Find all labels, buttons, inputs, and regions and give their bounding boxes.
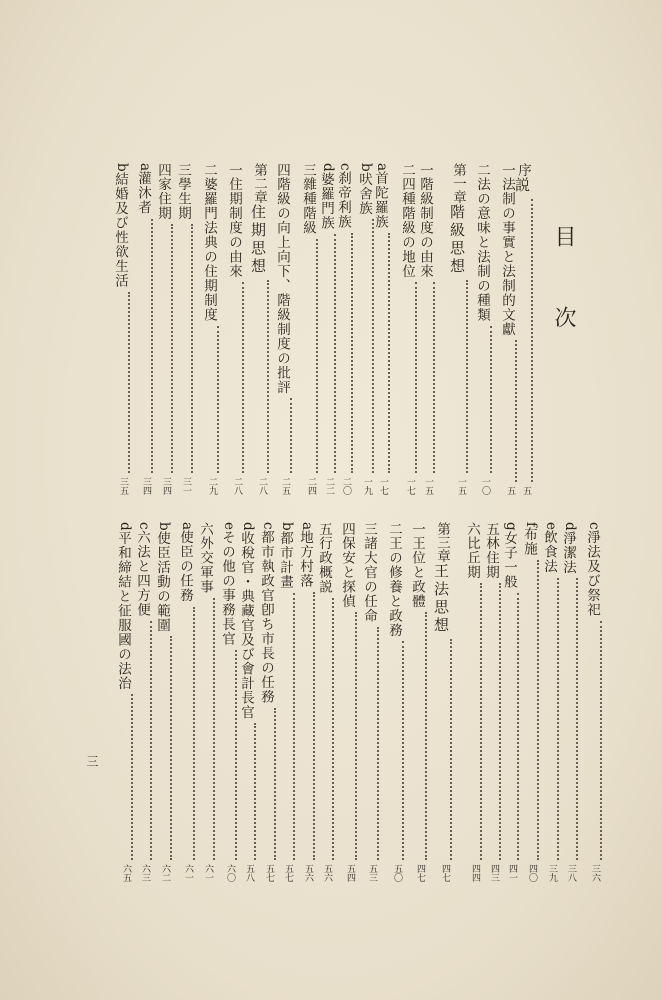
toc-entry-number: 二 bbox=[474, 163, 490, 177]
dot-leader bbox=[132, 621, 152, 860]
toc-entry bbox=[472, 163, 492, 495]
toc-entry-label: 諸大官の任命 bbox=[361, 535, 377, 623]
toc-entry-page: 四一 bbox=[507, 864, 517, 882]
toc-entry-page: 二二 bbox=[324, 477, 334, 495]
toc-entry-page: 一九 bbox=[362, 477, 372, 495]
toc-entry-page: 三一 bbox=[181, 477, 191, 495]
toc-entry-number: 一 bbox=[226, 163, 242, 177]
toc-entry-number: c bbox=[136, 522, 152, 530]
toc-entry-page: 五〇 bbox=[392, 864, 402, 882]
toc-entry-page: 五四 bbox=[345, 864, 355, 882]
toc-entry bbox=[248, 163, 269, 495]
toc-entry-label: 布施 bbox=[521, 527, 537, 556]
toc-entry-label: 刹帝利族 bbox=[335, 170, 351, 229]
toc-entry bbox=[175, 522, 195, 882]
toc-entry-label: 灌沐者 bbox=[135, 171, 151, 215]
toc-entry-number: 一 bbox=[499, 163, 515, 177]
toc-entry bbox=[431, 522, 452, 882]
toc-entry-page: 一五 bbox=[423, 477, 433, 495]
toc-entry-number: 序 bbox=[515, 163, 531, 177]
dot-leader bbox=[110, 292, 130, 473]
page-folio: 三 bbox=[85, 755, 99, 767]
toc-entry-page: 四三 bbox=[489, 864, 499, 882]
toc-entry bbox=[359, 522, 379, 882]
toc-entry-label: 階級思想 bbox=[448, 203, 466, 276]
toc-entry-page: 四四 bbox=[470, 864, 480, 882]
toc-entry-number: a bbox=[179, 522, 195, 531]
toc-entry bbox=[337, 522, 357, 882]
toc-entry bbox=[497, 163, 517, 495]
dot-leader bbox=[275, 593, 295, 860]
dot-leader bbox=[447, 280, 468, 474]
toc-entry-number: 第三章 bbox=[434, 522, 450, 563]
toc-entry-label: 飲食法 bbox=[541, 530, 557, 574]
dot-leader bbox=[359, 627, 379, 861]
toc-entry bbox=[133, 163, 153, 495]
dot-leader bbox=[173, 224, 193, 473]
dot-leader bbox=[415, 282, 435, 473]
dot-leader bbox=[314, 598, 334, 861]
toc-entry bbox=[132, 522, 152, 882]
toc-entry-page: 六一 bbox=[183, 864, 193, 882]
dot-leader bbox=[298, 239, 318, 474]
toc-entry-page: 五八 bbox=[244, 864, 254, 882]
toc-entry-number: f bbox=[523, 522, 539, 527]
toc-entry-label: 結婚及び性欲生活 bbox=[112, 171, 128, 288]
toc-entry-page: 二九 bbox=[207, 477, 217, 495]
toc-entry-page: 三五 bbox=[118, 477, 128, 495]
dot-leader bbox=[175, 607, 195, 860]
toc-entry-page: 三九 bbox=[547, 864, 557, 882]
toc-entry-page: 四〇 bbox=[527, 864, 537, 882]
toc-entry-number: 四 bbox=[339, 522, 355, 536]
toc-entry-number: 六 bbox=[464, 522, 480, 536]
toc-entry bbox=[298, 163, 318, 495]
toc-entry bbox=[316, 163, 336, 495]
dot-leader bbox=[472, 326, 492, 474]
toc-entry bbox=[152, 522, 172, 882]
toc-entry bbox=[333, 163, 353, 495]
toc-entry-label: その他の事務長官 bbox=[219, 530, 235, 646]
toc-entry-label: 都市計畫 bbox=[277, 530, 293, 589]
dot-leader bbox=[481, 583, 501, 860]
dot-leader bbox=[539, 578, 559, 861]
toc-entry-number: b bbox=[279, 522, 295, 531]
toc-entry-page: 二四 bbox=[306, 477, 316, 495]
toc-entry-page: 五六 bbox=[322, 864, 332, 882]
toc-entry-number: 三 bbox=[361, 522, 377, 536]
toc-entry-number: 第一章 bbox=[450, 163, 466, 204]
toc-entry-label: 家住期 bbox=[155, 176, 171, 220]
toc-entry bbox=[295, 522, 315, 882]
toc-entry-number: g bbox=[503, 522, 519, 531]
toc-entry-number: c bbox=[586, 522, 602, 530]
toc-entry-label: 行政概説 bbox=[316, 535, 332, 594]
toc-entry bbox=[110, 163, 130, 495]
toc-entry-label: 吠舍族 bbox=[356, 171, 372, 216]
toc-entry-number: e bbox=[221, 522, 237, 530]
dot-leader bbox=[153, 224, 173, 473]
toc-entry-label: 地方村落 bbox=[297, 530, 313, 589]
toc-entry-page: 五七 bbox=[264, 864, 274, 882]
dot-leader bbox=[295, 592, 315, 860]
toc-entry bbox=[415, 163, 435, 495]
toc-entry bbox=[481, 522, 501, 882]
toc-entry bbox=[113, 522, 133, 882]
toc-entry-label: 女子一般 bbox=[501, 530, 517, 589]
toc-entry-number: 五 bbox=[483, 522, 499, 536]
toc-entry-number: a bbox=[374, 163, 390, 172]
toc-entry-page: 四七 bbox=[440, 864, 450, 882]
toc-entry-number: 三 bbox=[300, 163, 316, 177]
toc-entry-number: 四 bbox=[155, 163, 171, 177]
toc-entry bbox=[217, 522, 237, 882]
toc-entry bbox=[272, 163, 292, 495]
toc-entry bbox=[462, 522, 482, 882]
dot-leader bbox=[384, 641, 404, 860]
toc-entry-number: 一 bbox=[417, 163, 433, 177]
dot-leader bbox=[199, 326, 219, 474]
toc-entry bbox=[153, 163, 173, 495]
toc-entry-number: 五 bbox=[316, 522, 332, 536]
toc-entry bbox=[558, 522, 578, 882]
toc-entry-page: 二八 bbox=[232, 477, 242, 495]
toc-entry-label: 都市執政官卽ち市長の任務 bbox=[258, 529, 274, 704]
dot-leader bbox=[582, 621, 602, 860]
toc-entry-page: 二八 bbox=[257, 477, 267, 495]
toc-entry-number: b bbox=[114, 163, 130, 172]
dot-leader bbox=[497, 340, 517, 482]
dot-leader bbox=[354, 219, 374, 473]
toc-entry bbox=[397, 163, 417, 495]
toc-entry-number: d bbox=[320, 163, 336, 172]
toc-entry-label: 説 bbox=[513, 176, 531, 195]
toc-entry-label: 四種階級の地位 bbox=[399, 176, 415, 278]
toc-entry-label: 法の意味と法制の種類 bbox=[474, 176, 490, 322]
toc-entry-label: 婆羅門法典の住期制度 bbox=[201, 176, 217, 322]
dot-leader bbox=[519, 560, 539, 860]
toc-entry-number: b bbox=[156, 522, 172, 531]
dot-leader bbox=[133, 219, 153, 473]
toc-entry-number: e bbox=[543, 522, 559, 530]
toc-entry-label: 淨潔法 bbox=[560, 530, 576, 575]
toc-entry-label: 王法思想 bbox=[432, 562, 450, 635]
toc-entry-label: 階級制度の由來 bbox=[417, 176, 433, 278]
dot-leader bbox=[248, 280, 269, 474]
toc-entry-page: 六〇 bbox=[225, 864, 235, 882]
toc-entry-page: 三八 bbox=[566, 864, 576, 882]
toc-entry-page: 五三 bbox=[367, 864, 377, 882]
toc-entry-page: 三四 bbox=[141, 477, 151, 495]
dot-leader bbox=[337, 612, 357, 860]
toc-entry-number: a bbox=[137, 163, 153, 172]
toc-entry bbox=[539, 522, 559, 882]
toc-entry-page: 六三 bbox=[140, 864, 150, 882]
toc-entry-page: 四七 bbox=[415, 864, 425, 882]
dot-leader bbox=[236, 723, 256, 860]
toc-entry bbox=[195, 522, 215, 882]
toc-entry bbox=[173, 163, 193, 495]
toc-entry-label: 雜種階級 bbox=[300, 176, 316, 235]
dot-leader bbox=[152, 636, 172, 860]
toc-entry-label: 王の修養と政務 bbox=[386, 535, 402, 637]
toc-entry-label: 外交軍事 bbox=[197, 535, 213, 594]
toc-entry-page: 五六 bbox=[303, 864, 313, 882]
toc-entry-number: 第二章 bbox=[251, 163, 267, 204]
toc-entry-label: 使臣の任務 bbox=[177, 530, 193, 603]
toc-entry-label: 學生期 bbox=[175, 176, 191, 220]
toc-entry-number: 二 bbox=[386, 522, 402, 536]
dot-leader bbox=[256, 708, 276, 860]
toc-entry bbox=[384, 522, 404, 882]
toc-entry-label: 淨法及び祭祀 bbox=[584, 529, 600, 617]
toc-entry-number: a bbox=[299, 522, 315, 531]
dot-leader bbox=[316, 234, 336, 473]
dot-leader bbox=[224, 282, 244, 473]
toc-entry-label: 住期思想 bbox=[249, 203, 267, 276]
toc-entry bbox=[499, 522, 519, 882]
dot-leader bbox=[499, 593, 519, 860]
toc-entry-number: d bbox=[117, 522, 133, 531]
toc-entry-page: 五 bbox=[505, 486, 515, 495]
dot-leader bbox=[217, 650, 237, 860]
dot-leader bbox=[113, 694, 133, 860]
toc-entry-page: 三四 bbox=[161, 477, 171, 495]
toc-entry-number: d bbox=[562, 522, 578, 531]
toc-entry-number: 三 bbox=[175, 163, 191, 177]
toc-entry-number: 四 bbox=[274, 163, 290, 177]
toc-entry-label: 法制の事實と法制的文獻 bbox=[499, 176, 515, 336]
toc-entry-label: 平和締結と征服國の法治 bbox=[115, 530, 131, 691]
toc-entry bbox=[582, 522, 602, 882]
toc-entry bbox=[275, 522, 295, 882]
toc-entry bbox=[236, 522, 256, 882]
toc-entry-label: 收稅官・典藏官及び會計長官 bbox=[238, 530, 254, 720]
toc-entry-page: 三六 bbox=[590, 864, 600, 882]
dot-leader bbox=[558, 578, 578, 860]
toc-entry bbox=[519, 522, 539, 882]
toc-entry-page: 二五 bbox=[280, 477, 290, 495]
toc-entry-label: 婆羅門族 bbox=[318, 171, 334, 230]
toc-entry-page: 一七 bbox=[378, 477, 388, 495]
toc-entry-number: 二 bbox=[201, 163, 217, 177]
dot-leader bbox=[272, 398, 292, 473]
toc-entry-page: 六二 bbox=[160, 864, 170, 882]
toc-entry-number: 一 bbox=[409, 522, 425, 536]
toc-entry-label: 六法と四方便 bbox=[134, 529, 150, 617]
toc-entry-number: c bbox=[337, 163, 353, 171]
toc-entry-page: 二〇 bbox=[341, 477, 351, 495]
toc-entry bbox=[224, 163, 244, 495]
toc-entry bbox=[256, 522, 276, 882]
dot-leader bbox=[407, 612, 427, 860]
toc-entry-label: 首陀羅族 bbox=[372, 171, 388, 230]
toc-entry-page: 五 bbox=[521, 486, 531, 495]
dot-leader bbox=[333, 233, 353, 473]
toc-entry-label: 比丘期 bbox=[464, 535, 480, 579]
dot-leader bbox=[195, 598, 215, 861]
toc-entry-number: b bbox=[358, 163, 374, 172]
toc-entry bbox=[407, 522, 427, 882]
toc-entry-label: 王位と政體 bbox=[409, 535, 425, 608]
toc-entry bbox=[314, 522, 334, 882]
toc-entry-label: 保安と探偵 bbox=[339, 535, 355, 608]
dot-leader bbox=[431, 639, 452, 861]
toc-entry-page: 一五 bbox=[456, 477, 466, 495]
toc-entry-number: 六 bbox=[197, 522, 213, 536]
toc-entry-number: d bbox=[240, 522, 256, 531]
page-title: 目 次 bbox=[551, 225, 576, 354]
dot-leader bbox=[397, 282, 417, 473]
toc-entry bbox=[199, 163, 219, 495]
toc-entry-page: 六一 bbox=[203, 864, 213, 882]
toc-entry-number: 二 bbox=[399, 163, 415, 177]
toc-entry-label: 使臣活動の範圍 bbox=[154, 530, 170, 633]
toc-entry-page: 六五 bbox=[121, 864, 131, 882]
toc-entry-number: c bbox=[260, 522, 276, 530]
dot-leader bbox=[462, 583, 482, 860]
toc-entry-page: 一七 bbox=[405, 477, 415, 495]
toc-entry-label: 階級の向上向下、階級制度の批評 bbox=[274, 176, 290, 394]
toc-entry-page: 一〇 bbox=[480, 477, 490, 495]
toc-entry-label: 住期制度の由來 bbox=[226, 176, 242, 278]
toc-entry bbox=[447, 163, 468, 495]
toc-entry-page: 五七 bbox=[283, 864, 293, 882]
toc-entry-label: 林住期 bbox=[483, 535, 499, 579]
toc-entry bbox=[354, 163, 374, 495]
